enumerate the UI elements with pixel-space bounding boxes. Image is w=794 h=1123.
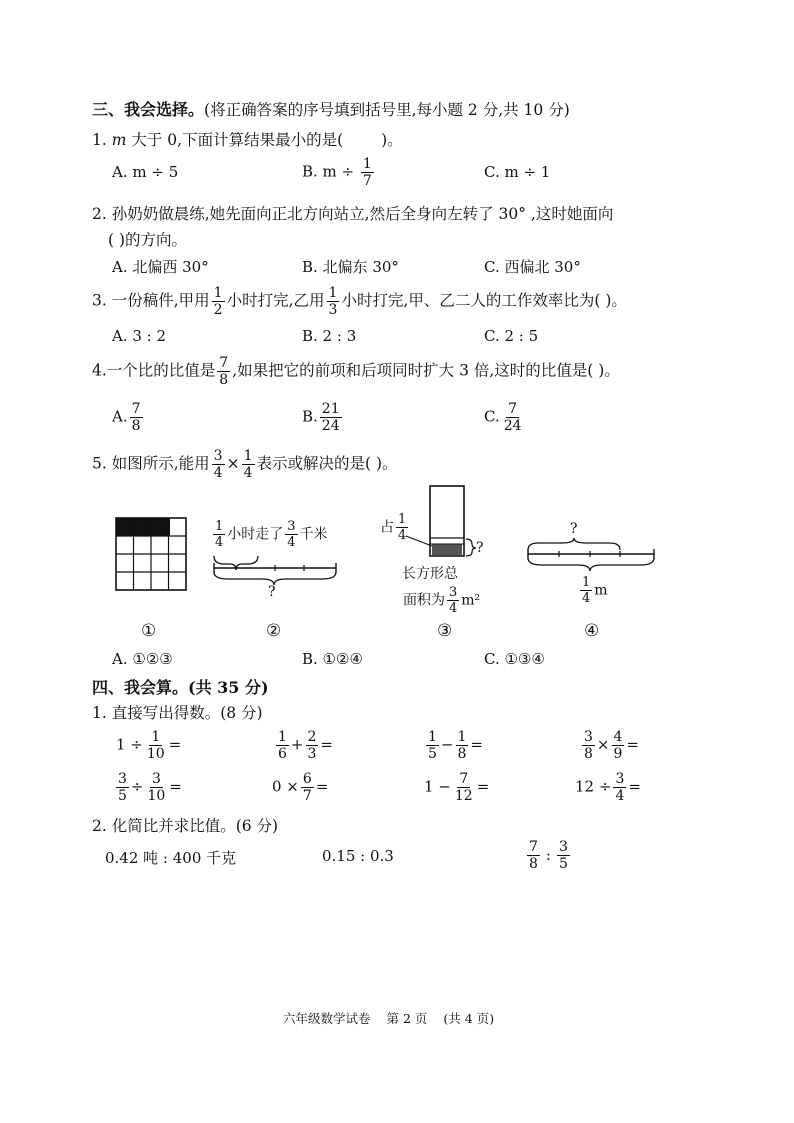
ratio-3	[525, 840, 572, 871]
bottom-brace	[528, 558, 590, 571]
denominator: 10	[147, 788, 166, 804]
bottom-brace	[274, 572, 336, 585]
denominator: 8	[584, 746, 593, 762]
q2-option-a: A. 北偏西 30°	[112, 258, 209, 276]
q1-option-b-text: B. m ÷	[302, 162, 355, 181]
denominator: 4	[582, 591, 591, 606]
calc-r1-2	[274, 730, 333, 761]
numerator: 1	[213, 285, 223, 301]
calc-r2-3	[424, 772, 489, 803]
fig3-unit: m²	[461, 592, 481, 609]
q4-text-b: ,如果把它的前项和后项同时扩大 3 倍,这时的比值是( )。	[232, 361, 620, 380]
q1-option-b	[302, 157, 376, 188]
section4-q2-title: 2. 化简比并求比值。(6 分)	[92, 817, 279, 835]
label: B.	[302, 407, 318, 426]
numerator: 4	[613, 729, 623, 745]
fig3-text: 面积为	[403, 592, 445, 609]
footer-page: 第 2 页	[386, 1011, 428, 1026]
q4-option-a	[112, 402, 145, 433]
denominator: 24	[321, 418, 340, 434]
figure-4-bracket-diagram	[524, 538, 658, 574]
prefix: 1 ÷	[116, 735, 143, 754]
numerator: 21	[321, 401, 340, 417]
prefix: 0 ×	[272, 777, 299, 796]
calc-r1-1	[116, 730, 181, 761]
numerator: 1	[457, 729, 467, 745]
calc-r1-3	[424, 730, 483, 761]
denominator: 4	[398, 528, 407, 543]
denominator: 6	[278, 746, 287, 762]
label: A.	[112, 407, 128, 426]
section4-title: 四、我会算。(共 35 分)	[92, 678, 269, 697]
q3-option-a: A. 3 : 2	[112, 327, 167, 345]
denominator: 5	[558, 856, 568, 872]
label: C.	[484, 407, 500, 426]
section3-title: 三、我会选择。	[92, 100, 205, 119]
q3-option-b: B. 2 : 3	[302, 327, 357, 345]
figure-label-3: ③	[437, 621, 453, 641]
denominator: 12	[454, 788, 473, 804]
numerator: 7	[529, 839, 538, 855]
denominator: 10	[146, 746, 165, 762]
numerator: 7	[131, 401, 141, 417]
figure-2-caption	[211, 520, 328, 549]
operator: +	[290, 735, 304, 754]
top-brace	[528, 538, 574, 550]
fig2-unit: 千米	[299, 526, 328, 543]
q5-option-b: B. ①②④	[302, 650, 363, 668]
denominator: 8	[457, 746, 467, 762]
top-brace	[574, 538, 620, 550]
denominator: 7	[302, 788, 312, 804]
shaded-area	[432, 544, 462, 555]
figure-4-caption	[578, 576, 608, 605]
bottom-brace	[214, 572, 274, 585]
denominator: 4	[215, 535, 224, 550]
calc-r2-4	[575, 772, 641, 803]
calc-r2-1	[114, 772, 182, 803]
q3-option-c: C. 2 : 5	[484, 327, 539, 345]
q4-text-a: 4.一个比的比值是	[92, 361, 216, 380]
denominator: 4	[615, 788, 625, 804]
q5-option-a: A. ①②③	[112, 650, 173, 668]
denominator: 8	[219, 372, 229, 388]
calc-r1-4	[580, 730, 639, 761]
numerator: 3	[287, 519, 296, 534]
numerator: 3	[615, 771, 625, 787]
numerator: 1	[428, 729, 437, 745]
denominator: 5	[428, 746, 437, 762]
question-5	[92, 449, 398, 480]
q2-option-b: B. 北偏东 30°	[302, 258, 399, 276]
operator: −	[440, 735, 454, 754]
numerator: 7	[508, 401, 518, 417]
numerator: 7	[219, 355, 229, 371]
equals: =	[476, 777, 490, 796]
figure-4-question-mark: ?	[570, 521, 578, 537]
times-sign: ×	[226, 454, 240, 473]
q5-text-a: 5. 如图所示,能用	[92, 454, 210, 473]
denominator: 24	[503, 418, 522, 434]
denominator: 5	[118, 788, 127, 804]
denominator: 2	[213, 302, 223, 318]
denominator: 8	[131, 418, 141, 434]
operator: ÷	[130, 777, 144, 796]
numerator: 1	[582, 575, 591, 590]
numerator: 2	[307, 729, 317, 745]
figure-3-caption-line1: 长方形总	[402, 566, 458, 582]
q1-option-b-fraction	[361, 157, 374, 188]
denominator: 3	[307, 746, 317, 762]
question-2-line1: 2. 孙奶奶做晨练,她先面向正北方向站立,然后全身向左转了 30° ,这时她面向	[92, 205, 614, 223]
denominator: 4	[287, 535, 296, 550]
q3-text-b: 小时打完,乙用	[226, 291, 325, 310]
numerator: 1	[243, 448, 253, 464]
fig3-text: 占	[380, 519, 394, 536]
question-1	[92, 128, 403, 150]
equals: =	[315, 777, 329, 796]
q4-option-b	[302, 402, 344, 433]
q5-text-b: 表示或解决的是( )。	[256, 454, 398, 473]
calc-r2-2	[272, 772, 328, 803]
q5-option-c: C. ①③④	[484, 650, 545, 668]
footer-subject: 六年级数学试卷	[283, 1011, 371, 1026]
question-2-line2: ( )的方向。	[108, 231, 188, 249]
figure-1-grid	[116, 518, 188, 592]
equals: =	[470, 735, 483, 754]
denominator: 3	[328, 302, 338, 318]
numerator: 3	[213, 448, 223, 464]
equals: =	[626, 735, 639, 754]
side-brace	[466, 539, 476, 556]
figure-3-question-mark: ?	[476, 540, 484, 556]
numerator: 3	[558, 839, 568, 855]
numerator: 3	[118, 771, 127, 787]
q2-option-c: C. 西偏北 30°	[484, 258, 581, 276]
denominator: 4	[449, 601, 458, 616]
numerator: 3	[151, 771, 161, 787]
numerator: 1	[215, 519, 224, 534]
ratio-1: 0.42 吨 : 400 千克	[105, 849, 237, 867]
page-footer	[283, 1009, 494, 1027]
section3-instruction: (将正确答案的序号填到括号里,每小题 2 分,共 10 分)	[204, 101, 570, 119]
bottom-brace	[590, 558, 654, 571]
numerator: 1	[362, 156, 372, 172]
equals: =	[628, 777, 641, 796]
denominator: 9	[613, 746, 623, 762]
denominator: 4	[213, 465, 223, 481]
q1-option-a: A. m ÷ 5	[112, 163, 179, 181]
equals: =	[169, 777, 182, 796]
q1-text: 大于 0,下面计算结果最小的是(	[126, 131, 344, 149]
ratio-separator: :	[545, 845, 551, 864]
q1-text-end: )。	[381, 131, 403, 149]
fig2-text: 小时走了	[227, 526, 284, 543]
fig4-unit: m	[594, 582, 608, 599]
section3-heading	[92, 97, 570, 120]
numerator: 6	[302, 771, 312, 787]
figure-label-2: ②	[266, 621, 282, 641]
q1-variable: m	[111, 131, 127, 149]
denominator: 8	[529, 856, 538, 872]
q1-option-c: C. m ÷ 1	[484, 163, 551, 181]
figure-2-question-mark: ?	[268, 584, 276, 600]
numerator: 1	[278, 729, 287, 745]
denominator: 4	[243, 465, 253, 481]
q3-text-c: 小时打完,甲、乙二人的工作效率比为( )。	[341, 291, 627, 310]
equals: =	[168, 735, 182, 754]
ratio-2: 0.15 : 0.3	[322, 847, 394, 865]
pointer-line	[406, 536, 432, 546]
denominator: 7	[362, 173, 372, 189]
question-3	[92, 286, 627, 317]
figure-label-4: ④	[584, 621, 600, 641]
shaded-row	[116, 518, 170, 536]
section4-q1-title: 1. 直接写出得数。(8 分)	[92, 704, 263, 722]
figure-3-caption-line2	[403, 586, 480, 615]
figure-label-1: ①	[141, 621, 157, 641]
prefix: 12 ÷	[575, 777, 612, 796]
numerator: 1	[151, 729, 161, 745]
numerator: 7	[459, 771, 469, 787]
numerator: 1	[398, 512, 407, 527]
numerator: 3	[584, 729, 593, 745]
numerator: 3	[449, 585, 458, 600]
operator: ×	[596, 735, 610, 754]
q4-option-c	[484, 402, 526, 433]
prefix: 1 −	[424, 777, 451, 796]
equals: =	[320, 735, 333, 754]
footer-total: (共 4 页)	[443, 1011, 495, 1026]
q1-number: 1.	[92, 131, 112, 149]
question-4	[92, 356, 620, 387]
q3-text-a: 3. 一份稿件,甲用	[92, 291, 210, 310]
numerator: 1	[328, 285, 338, 301]
